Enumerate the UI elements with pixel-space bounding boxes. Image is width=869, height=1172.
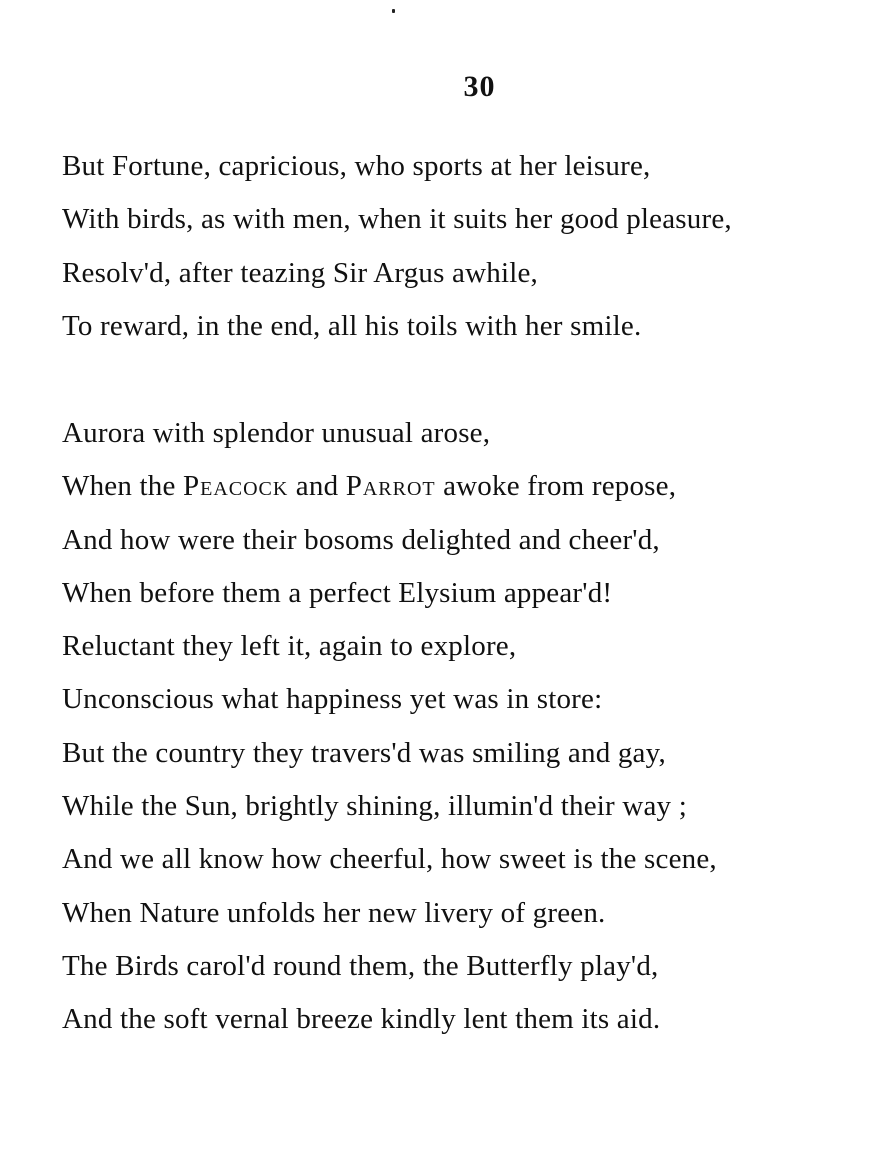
verse-line: Reluctant they left it, again to explore,: [62, 630, 517, 663]
verse-fragment: When the: [62, 470, 183, 503]
parrot-name: Parrot: [345, 470, 436, 503]
verse-line: But Fortune, capricious, who sports at her leisure,: [62, 150, 651, 182]
verse-line-peacock-parrot: [62, 460, 717, 513]
verse-line: Resolv'd, after teazing Sir Argus awhile,: [62, 256, 538, 289]
verse-line: And the soft vernal breeze kindly lent them its aid.: [62, 1003, 661, 1036]
verse-line: When Nature unfolds her new livery of green.: [62, 896, 606, 929]
verse-line: While the Sun, brightly shining, illumin'd their way ;: [62, 790, 687, 823]
verse-line: And how were their bosoms delighted and cheer'd,: [62, 523, 660, 556]
page-number: 30: [463, 70, 496, 103]
verse-line: When before them a perfect Elysium appear'd!: [62, 576, 613, 609]
verse-fragment: awoke from repose,: [435, 470, 677, 503]
verse-line: With birds, as with men, when it suits her good pleasure,: [62, 203, 732, 236]
verse-line: Aurora with splendor unusual arose,: [62, 417, 491, 449]
peacock-name: Peacock: [182, 470, 289, 503]
verse-line: But the country they travers'd was smiling and gay,: [62, 736, 666, 769]
ink-speck: [392, 9, 395, 13]
stanza-1: [62, 140, 732, 353]
verse-line: And we all know how cheerful, how sweet is the scene,: [62, 843, 717, 876]
verse-line: The Birds carol'd round them, the Butterfly play'd,: [62, 949, 659, 982]
verse-fragment: and: [288, 470, 346, 503]
verse-line: Unconscious what happiness yet was in store:: [62, 683, 603, 716]
verse-line: To reward, in the end, all his toils with her smile.: [62, 309, 642, 342]
stanza-2: [62, 407, 717, 1047]
